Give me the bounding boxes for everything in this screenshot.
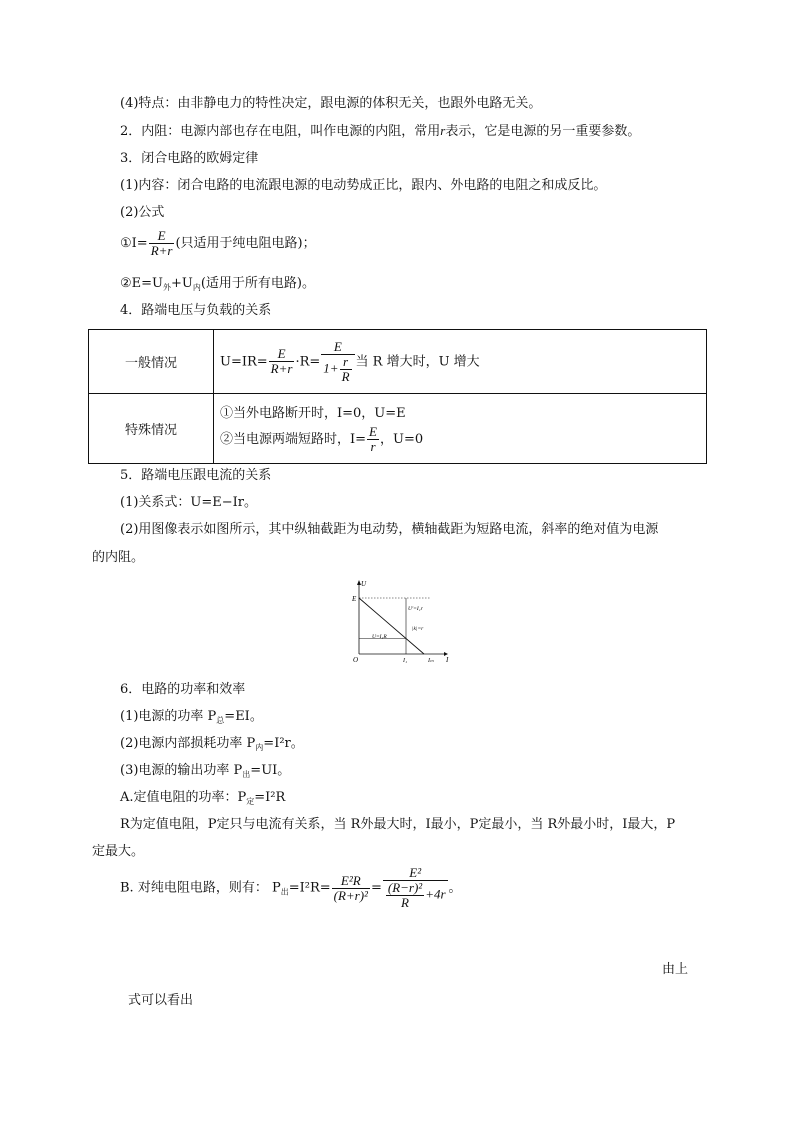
fraction-e-over-r-plus-r: $\frac{E}{R+r}$: [270, 346, 293, 376]
paragraph-internal-resistance: 2．内阻：电源内部也存在电阻，叫作电源的内阻，常用r表示，它是电源的另一重要参数。: [120, 123, 641, 139]
paragraph-internal-power: (2)电源内部损耗功率 $P_内=I^2r$。: [120, 736, 304, 752]
fraction-e-over-r-plus-r: $\frac{E}{R+r}$: [150, 228, 173, 258]
paragraph-relation-formula: (1)关系式：U=E−Ir。: [120, 495, 257, 510]
label-lower-voltage: U=I₁R: [372, 634, 387, 640]
special-case-open-circuit: ①当外电路断开时，I=0，U=E: [220, 405, 406, 421]
table-cell-special-head: 特殊情况: [89, 394, 214, 464]
paragraph-formula-title: (2)公式: [120, 205, 165, 220]
table-cell-special-content: [214, 394, 707, 464]
paragraph-fixed-resistor-analysis: R为定值电阻，P定只与电流有关系，当 R外最大时，I最小，P定最小，当 R外最小时，I最大，P: [120, 817, 676, 832]
special-case-short-circuit: ②当电源两端短路时，I= $\frac{E}{r}$ ，U=0: [220, 423, 424, 454]
paragraph-fixed-resistor-power: A.定值电阻的功率：$P_定=I^2R$: [120, 790, 286, 806]
fraction-e-over-r: $\frac{E}{r}$: [369, 423, 377, 454]
paragraph-graph-description-cont: 的内阻。: [92, 550, 145, 565]
paragraph-fixed-resistor-analysis-cont: 定最大。: [92, 844, 145, 859]
u-i-graph: [350, 578, 450, 664]
origin-label: O: [353, 656, 359, 664]
fraction-e2r-over-rr2: $\frac{\text{E²R}}{\text{(R+r)²}}$: [333, 872, 368, 903]
heading-terminal-voltage-load: 4．路端电压与负载的关系: [120, 303, 272, 318]
paragraph-ohms-law-content: (1)内容：闭合电路的电流跟电源的电动势成正比，跟内、外电路的电阻之和成反比。: [120, 178, 607, 193]
paragraph-emf-property: (4)特点：由非静电力的特性决定，跟电源的体积无关，也跟外电路无关。: [120, 96, 542, 111]
label-slope: |k|=r: [412, 626, 424, 632]
fraction-r-over-R: $\frac{r}{R}$: [341, 353, 350, 384]
paragraph-conclusion-start: 由上: [662, 962, 689, 977]
fraction-e-over-one-plus-r-over-r: E 1+ $\frac{r}{R}$: [321, 340, 354, 384]
table-cell-general-head: 一般情况: [89, 330, 214, 394]
paragraph-total-power: (1)电源的功率 $P_总=EI$。: [120, 709, 263, 725]
paragraph-output-power: (3)电源的输出功率 $P_出=UI$。: [120, 763, 291, 779]
axis-label-u: U: [361, 580, 367, 588]
terminal-voltage-table: [88, 329, 707, 464]
table-row-general: [89, 330, 707, 394]
fraction-rr2-over-r: $\frac{\text{(R−r)²}}{R}$: [387, 880, 423, 910]
tick-label-im: Iₘ: [428, 658, 434, 664]
heading-power-efficiency: 6．电路的功率和效率: [120, 682, 246, 697]
paragraph-graph-description: (2)用图像表示如图所示，其中纵轴截距为电动势，横轴截距为短路电流，斜率的绝对值为电源: [120, 522, 659, 537]
table-cell-general-content: U=IR= $\frac{E}{R+r}$ ·R= E 1+ $\frac{r}{R}$ 当 R 增大时，U 增大: [214, 330, 707, 394]
fraction-e2-over-expression: E² $\frac{\text{(R−r)²}}{R}$ +4r: [383, 866, 448, 910]
label-upper-voltage: U′=I₁r: [408, 606, 423, 612]
table-row-special: [89, 394, 707, 464]
formula-current: ①I= $\frac{E}{R+r}$ (只适用于纯电阻电路)；: [120, 228, 316, 258]
tick-label-i1: I₁: [403, 658, 408, 664]
heading-terminal-voltage-current: 5．路端电压跟电流的关系: [120, 468, 272, 483]
intercept-e-label: E: [352, 595, 357, 603]
formula-emf-sum: $②E=U_外+U_内$(适用于所有电路)。: [120, 276, 316, 292]
formula-pure-resistance-power: B. 对纯电阻电路，则有： $P_出=I^2R=$ $\frac{\text{E²R}}{\text{(R+r)²}}$ = E² $\frac{\text{(R−r)²}}{R}$ +4r 。: [120, 865, 462, 910]
axis-label-i: I: [446, 656, 449, 664]
heading-ohms-law: 3．闭合电路的欧姆定律: [120, 151, 259, 166]
paragraph-conclusion-cont: 式可以看出: [128, 993, 194, 1008]
